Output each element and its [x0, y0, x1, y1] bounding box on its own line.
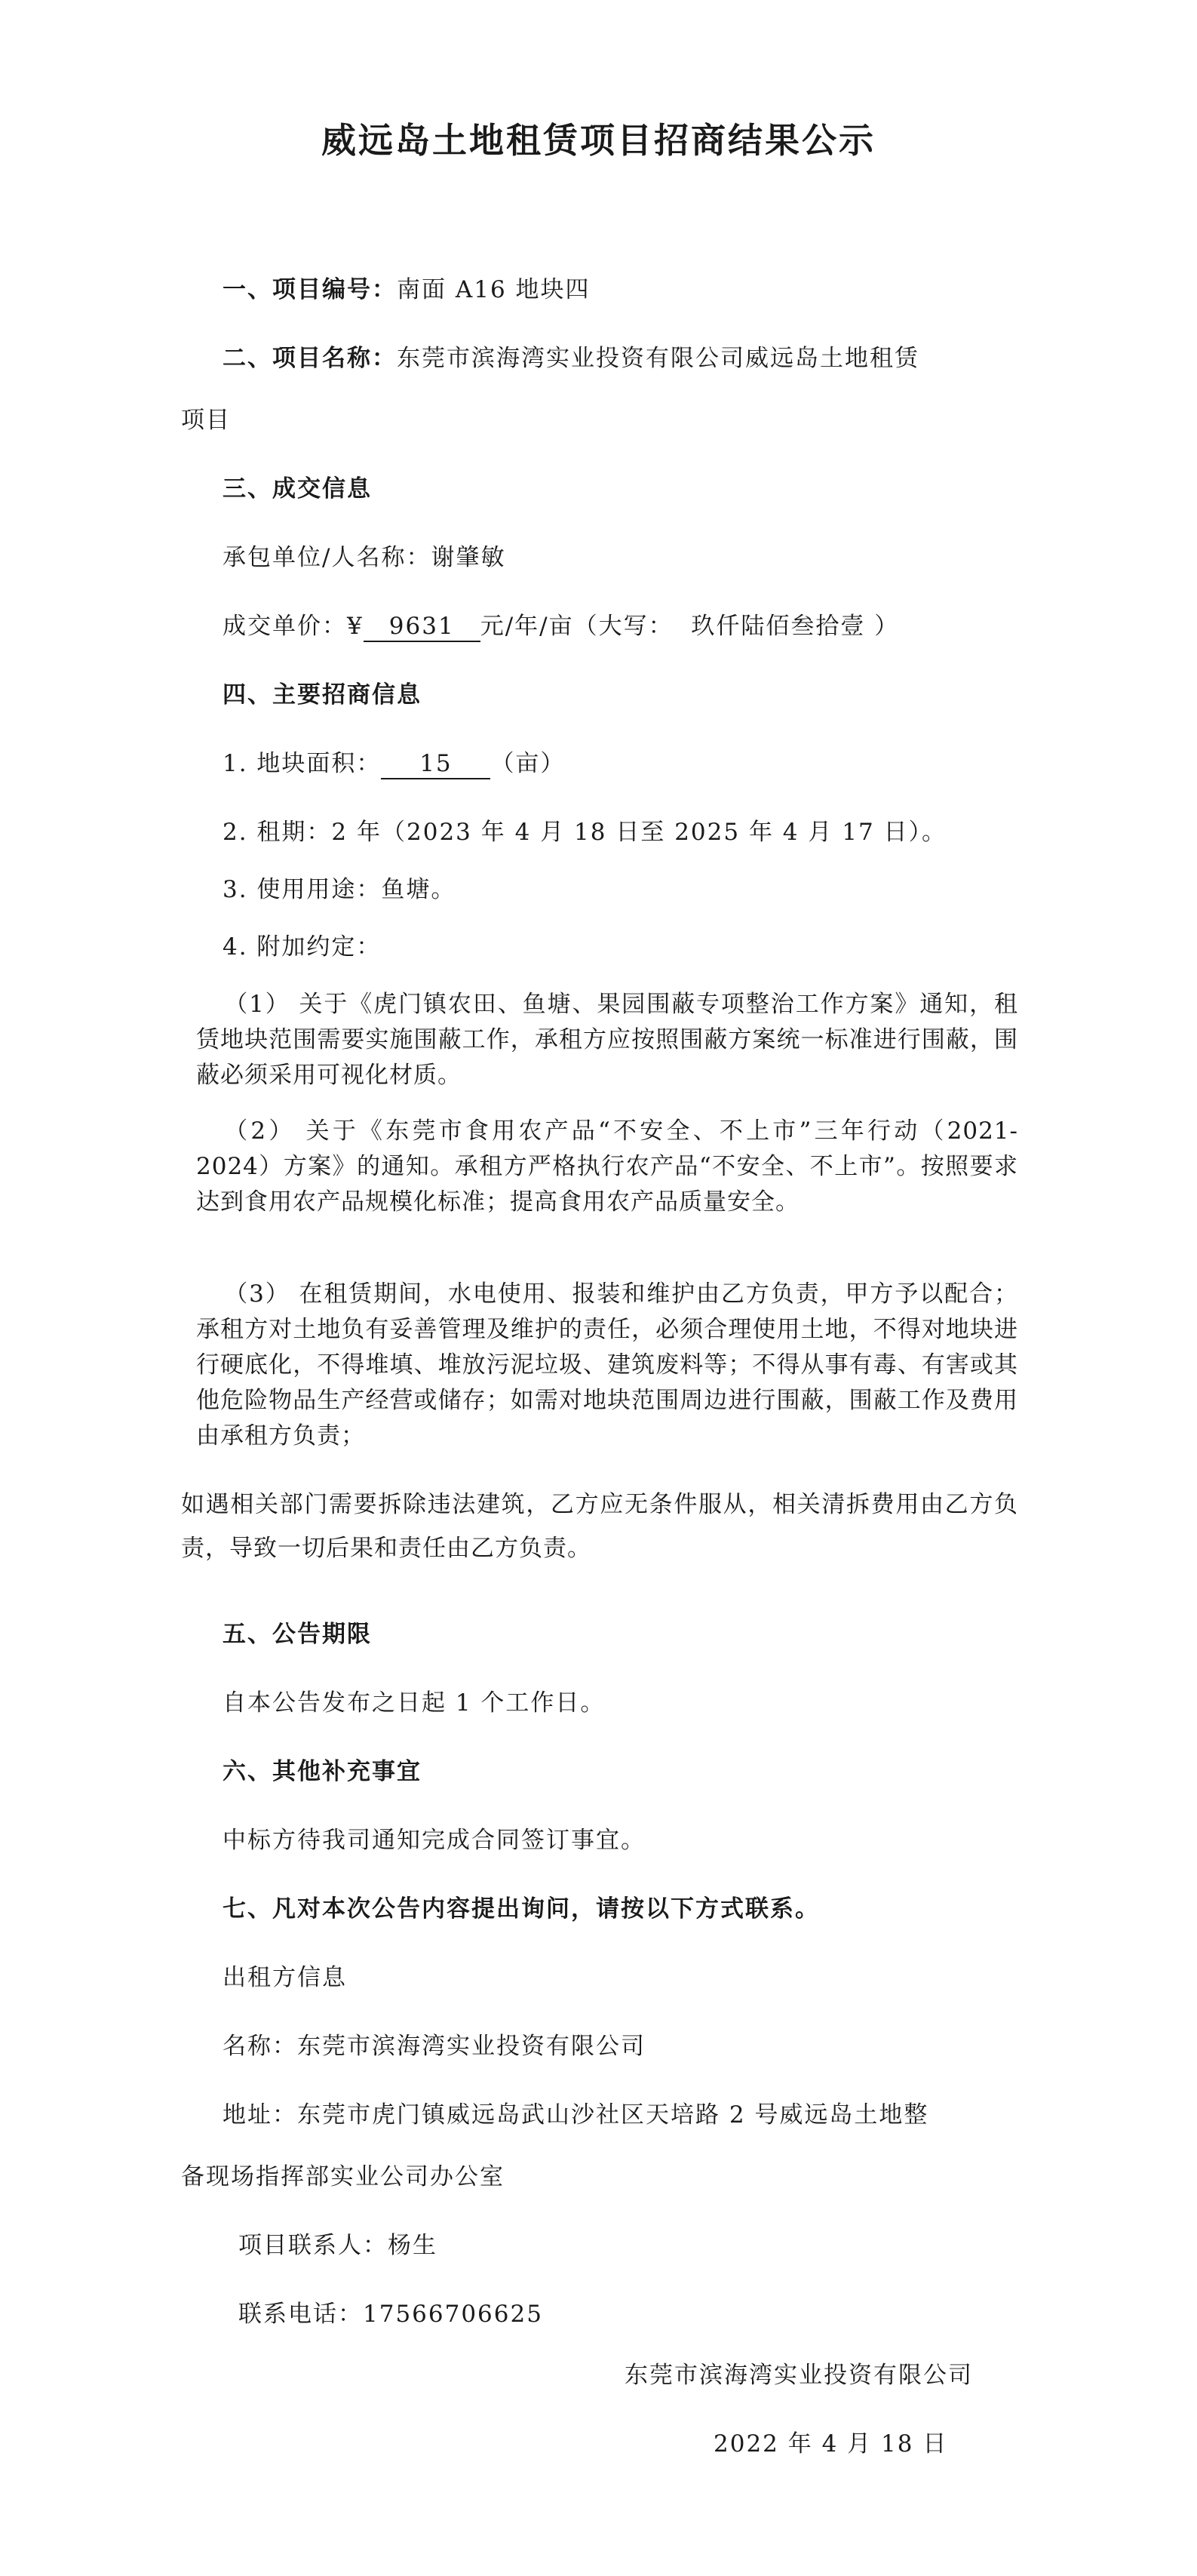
- unit-price-value: 9631: [364, 613, 480, 642]
- clause-2: （2） 关于《东莞市食用农产品“不安全、不上市”三年行动（2021-2024）方案》的通知。承租方严格执行农产品“不安全、不上市”。按照要求达到食用农产品规模化标准；提高食用农产品质量安全。: [196, 1117, 1018, 1216]
- clause-3-continued: 如遇相关部门需要拆除违法建筑，乙方应无条件服从，相关清拆费用由乙方负责，导致一切后果和责任由乙方负责。: [181, 1491, 1018, 1562]
- lessor-address-continued: 备现场指挥部实业公司办公室: [181, 2163, 505, 2190]
- lessor-address: 地址：东莞市虎门镇威远岛武山沙社区天培路 2 号威远岛土地整: [223, 2101, 929, 2129]
- land-area: [223, 744, 565, 779]
- land-area-label: 1. 地块面积：: [223, 750, 382, 777]
- unit-price-label: 成交单价：¥: [223, 613, 364, 640]
- project-name: [223, 339, 919, 373]
- lessor-info-heading: 出租方信息: [223, 1964, 347, 1991]
- contractor: [223, 538, 505, 572]
- project-name-label: 二、项目名称：: [223, 345, 397, 372]
- land-area-unit: （亩）: [490, 750, 566, 777]
- project-contact: 项目联系人：杨生: [238, 2232, 437, 2259]
- lessor-name: 名称：东莞市滨海湾实业投资有限公司: [223, 2033, 646, 2060]
- unit-price-words: 玖仟陆佰叁拾壹: [691, 613, 866, 640]
- project-number-value: 南面 A16 地块四: [397, 276, 591, 303]
- project-number: [223, 270, 591, 304]
- additional-terms-heading: 4. 附加约定：: [223, 933, 382, 961]
- page-title: 威远岛土地租赁项目招商结果公示: [321, 120, 876, 161]
- lease-term: 2. 租期：2 年（2023 年 4 月 18 日至 2025 年 4 月 17 日）。: [223, 819, 947, 846]
- clause-3: （3） 在租赁期间，水电使用、报装和维护由乙方负责，甲方予以配合；承租方对土地负有妥善管理及维护的责任，必须合理使用土地，不得对地块进行硬底化，不得堆填、堆放污泥垃圾、建筑废料等；不得从事有毒、有害或其他危险物品生产经营或储存；如需对地块范围周边进行围蔽，围蔽工作及费用由承租方负责；: [196, 1280, 1018, 1449]
- land-area-value: 15: [381, 750, 490, 779]
- footer-date: 2022 年 4 月 18 日: [714, 2430, 948, 2458]
- section-other-matters-heading: 六、其他补充事宜: [223, 1758, 422, 1785]
- unit-price-unit: 元/年/亩（大写：: [480, 613, 674, 640]
- section-main-info-heading: 四、主要招商信息: [223, 681, 422, 709]
- footer-company: 东莞市滨海湾实业投资有限公司: [625, 2362, 973, 2389]
- unit-price: [223, 607, 899, 642]
- unit-price-close: ）: [874, 613, 900, 640]
- section-inquiry-heading: 七、凡对本次公告内容提出询问，请按以下方式联系。: [223, 1895, 820, 1923]
- project-number-label: 一、项目编号：: [223, 276, 397, 303]
- contact-phone: 联系电话：17566706625: [238, 2301, 543, 2328]
- land-usage: 3. 使用用途：鱼塘。: [223, 876, 456, 903]
- notice-period-text: 自本公告发布之日起 1 个工作日。: [223, 1689, 606, 1717]
- other-matters-text: 中标方待我司通知完成合同签订事宜。: [223, 1827, 646, 1854]
- contractor-label: 承包单位/人名称：: [223, 544, 431, 571]
- section-notice-period-heading: 五、公告期限: [223, 1621, 372, 1648]
- project-name-value: 东莞市滨海湾实业投资有限公司威远岛土地租赁: [397, 345, 919, 372]
- contractor-name: 谢肇敏: [431, 544, 506, 571]
- project-name-continued: 项目: [181, 407, 231, 434]
- clause-1: （1） 关于《虎门镇农田、鱼塘、果园围蔽专项整治工作方案》通知，租赁地块范围需要实施围蔽工作，承租方应按照围蔽方案统一标准进行围蔽，围蔽必须采用可视化材质。: [196, 991, 1018, 1089]
- section-deal-info-heading: 三、成交信息: [223, 475, 372, 503]
